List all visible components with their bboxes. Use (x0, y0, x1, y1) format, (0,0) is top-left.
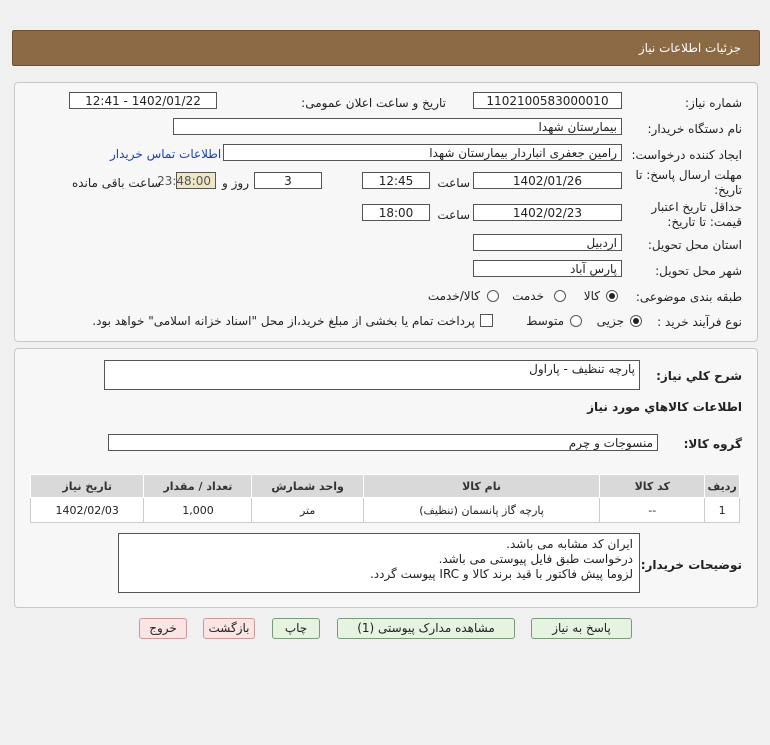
goods-table-header (31, 475, 740, 498)
need-number-label: شماره نیاز: (685, 96, 742, 110)
process-option-minor: جزیی (596, 314, 624, 328)
category-option-goods: کالا (583, 289, 600, 303)
buyer-org-label: نام دستگاه خریدار: (647, 122, 742, 136)
province-field: اردبیل (473, 234, 622, 251)
process-radio-minor[interactable] (630, 315, 642, 327)
buyer-note-line: ایران کد مشابه می باشد. (506, 537, 633, 551)
creator-label: ایجاد کننده درخواست: (631, 148, 742, 162)
buyer-org-field: بیمارستان شهدا (173, 118, 622, 135)
validity-time-label: ساعت (437, 208, 470, 222)
exit-button[interactable]: خروج (139, 618, 187, 639)
deadline-label: مهلت ارسال پاسخ: تا (635, 168, 742, 182)
announce-label: تاریخ و ساعت اعلان عمومی: (301, 96, 446, 110)
buyer-note-line: لزوما پیش فاکتور با قید برند کالا و IRC پیوست گردد. (369, 567, 633, 581)
goods-section-title: اطلاعات کالاهاي مورد نياز (587, 400, 742, 414)
days-field: 3 (254, 172, 322, 189)
cell-row: 1 (705, 498, 740, 523)
print-button[interactable]: چاپ (272, 618, 320, 639)
cell-name: پارچه گاز پانسمان (تنظیف) (363, 498, 600, 523)
goods-group-field: منسوجات و چرم (108, 434, 658, 451)
buyer-notes-label: توضیحات خریدار: (640, 558, 742, 572)
process-option-medium: متوسط (526, 314, 564, 328)
category-option-service: خدمت (512, 289, 544, 303)
back-button[interactable]: بازگشت (203, 618, 255, 639)
buyer-note-line: درخواست طبق فایل پیوستی می باشد. (438, 552, 633, 566)
process-label: نوع فرآیند خرید : (657, 315, 742, 329)
page-title: جزئیات اطلاعات نیاز (638, 41, 741, 55)
deadline-date-field: 1402/01/26 (473, 172, 622, 189)
category-radio-goods-service[interactable] (487, 290, 499, 302)
col-qty: تعداد / مقدار (144, 475, 252, 498)
category-radio-goods[interactable] (606, 290, 618, 302)
deadline-time-label: ساعت (437, 176, 470, 190)
treasury-payment-note: پرداخت تمام یا بخشی از مبلغ خرید،از محل "اسناد خزانه اسلامی" خواهد بود. (92, 314, 475, 328)
province-label: استان محل تحویل: (647, 238, 742, 252)
need-number-field: 1102100583000010 (473, 92, 622, 109)
city-label: شهر محل تحویل: (655, 264, 742, 278)
col-row: ردیف (705, 475, 740, 498)
summary-label: شرح کلي نياز: (656, 369, 742, 383)
col-unit: واحد شمارش (252, 475, 363, 498)
city-field: پارس آباد (473, 260, 622, 277)
col-name: نام کالا (363, 475, 600, 498)
page-header (12, 30, 760, 66)
cell-unit: متر (252, 498, 363, 523)
view-attachments-button[interactable]: مشاهده مدارک پیوستی (1) (337, 618, 515, 639)
creator-field: رامین جعفری انباردار بیمارستان شهدا (223, 144, 622, 161)
deadline-label-2: تاریخ: (714, 183, 742, 197)
validity-time-field: 18:00 (362, 204, 430, 221)
deadline-time-field: 12:45 (362, 172, 430, 189)
days-label: روز و (222, 176, 249, 190)
category-label: طبقه بندی موضوعی: (635, 290, 742, 304)
cell-date: 1402/02/03 (31, 498, 144, 523)
goods-group-label: گروه کالا: (683, 437, 742, 451)
category-radio-service[interactable] (554, 290, 566, 302)
col-date: تاریخ نیاز (31, 475, 144, 498)
table-row (31, 498, 740, 523)
validity-label: حداقل تاریخ اعتبار (651, 200, 742, 214)
remaining-time-field: 23:48:00 (176, 172, 216, 189)
category-option-goods-service: کالا/خدمت (427, 289, 480, 303)
process-radio-medium[interactable] (570, 315, 582, 327)
summary-field: پارچه تنظیف - پاراول (104, 360, 640, 390)
remaining-label: ساعت باقی مانده (71, 176, 161, 190)
reply-button[interactable]: پاسخ به نیاز (531, 618, 632, 639)
validity-date-field: 1402/02/23 (473, 204, 622, 221)
treasury-payment-checkbox[interactable] (480, 314, 493, 327)
col-code: کد کالا (600, 475, 705, 498)
buyer-notes-field (118, 533, 640, 593)
goods-table (30, 474, 740, 523)
cell-code: -- (600, 498, 705, 523)
cell-qty: 1,000 (144, 498, 252, 523)
buyer-contact-link[interactable]: اطلاعات تماس خریدار (110, 147, 222, 161)
validity-label-2: قیمت: تا تاریخ: (667, 215, 742, 229)
announce-field: 1402/01/22 - 12:41 (69, 92, 217, 109)
